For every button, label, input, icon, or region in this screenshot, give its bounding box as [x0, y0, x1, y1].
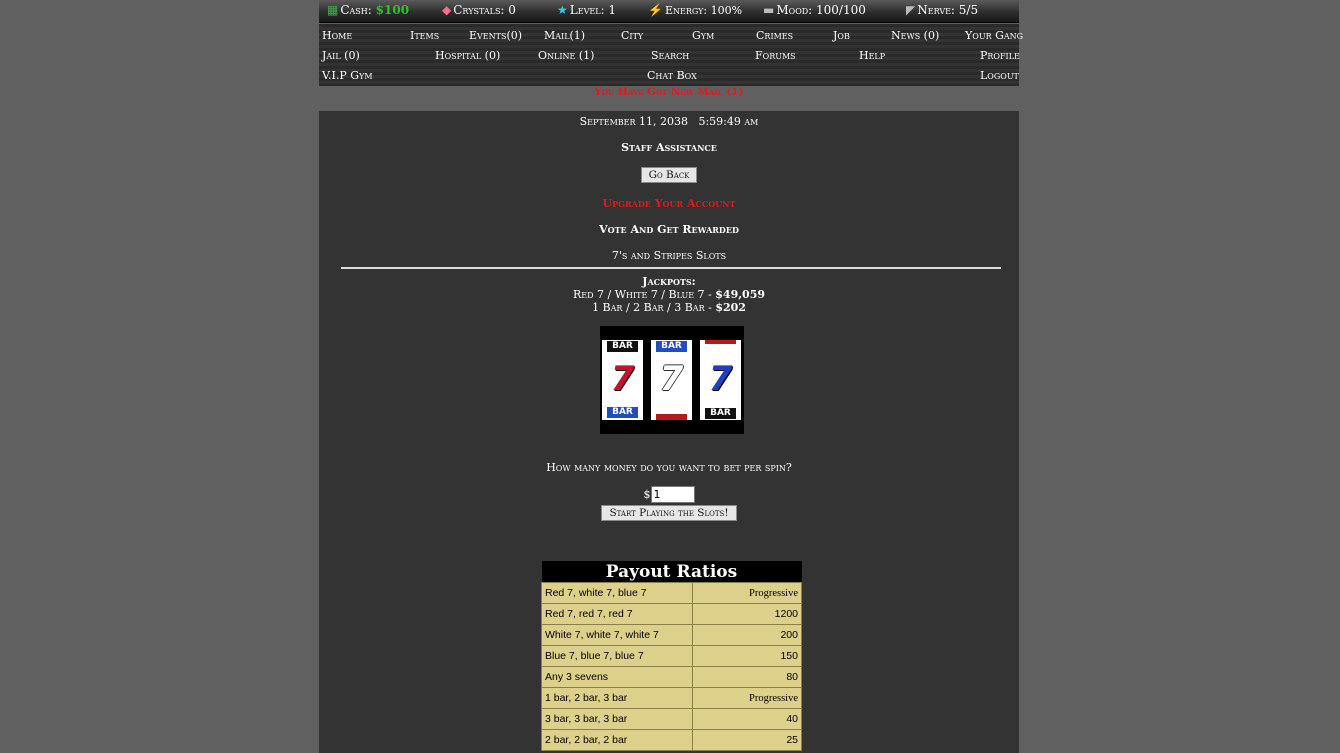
payout-row	[542, 709, 802, 730]
nav-your-gang[interactable]: Your Gang	[965, 29, 1024, 42]
reel-1	[602, 340, 643, 420]
level-stat	[557, 3, 616, 17]
nav-crimes[interactable]: Crimes	[756, 29, 794, 42]
reel-1-top-bar: BAR	[607, 341, 638, 352]
cash-value: $100	[375, 3, 410, 17]
payout-ratio: 150	[693, 646, 802, 667]
reel-3-top-edge	[705, 340, 736, 344]
payout-combo: 3 bar, 3 bar, 3 bar	[542, 709, 693, 730]
payout-ratio: Progressive	[693, 688, 802, 709]
payout-row	[542, 730, 802, 751]
payout-combo: 1 bar, 2 bar, 3 bar	[542, 688, 693, 709]
payout-rows	[542, 583, 802, 751]
start-row	[319, 505, 1019, 521]
jackpot-bars-label: 1 Bar / 2 Bar / 3 Bar -	[592, 301, 716, 314]
reel-2-top-bar: BAR	[656, 341, 687, 352]
reel-2-seven: 7	[659, 359, 684, 399]
lightning-icon: ⚡	[648, 3, 663, 17]
upgrade-account-link[interactable]: Upgrade Your Account	[602, 197, 736, 210]
bet-amount-input[interactable]	[651, 486, 695, 503]
nav-profile[interactable]: Profile	[980, 49, 1020, 62]
game-title: 7's and Stripes Slots	[611, 249, 727, 262]
reel-1-bottom-bar: BAR	[607, 407, 638, 418]
payout-combo: Blue 7, blue 7, blue 7	[542, 646, 693, 667]
jackpots-heading: Jackpots:	[642, 275, 696, 288]
energy-stat	[648, 3, 742, 17]
payout-row	[542, 646, 802, 667]
nav-news[interactable]: News (0)	[891, 29, 940, 42]
crystals-text: Crystals: 0	[453, 3, 516, 17]
nav-forums[interactable]: Forums	[755, 49, 796, 62]
nav-hospital[interactable]: Hospital (0)	[435, 49, 501, 62]
energy-text: Energy: 100%	[664, 4, 743, 17]
cash-label: Cash:	[340, 3, 372, 17]
jackpot-sevens	[319, 288, 1019, 301]
main-nav	[319, 24, 1024, 86]
star-icon: ★	[557, 3, 568, 17]
nav-jail[interactable]: Jail (0)	[322, 49, 360, 62]
bet-row	[319, 486, 1019, 503]
payout-combo: Red 7, red 7, red 7	[542, 604, 693, 625]
payout-combo: Red 7, white 7, blue 7	[542, 583, 693, 604]
mood-text: Mood: 100/100	[776, 3, 866, 17]
payout-ratio: 1200	[693, 604, 802, 625]
reel-3-seven: 7	[708, 359, 733, 399]
payout-combo: White 7, white 7, white 7	[542, 625, 693, 646]
dumbbell-icon: ▬	[763, 3, 775, 17]
main-content	[319, 111, 1019, 753]
jackpot-bars-value: $202	[715, 301, 746, 314]
payout-row	[542, 667, 802, 688]
start-slots-button[interactable]: Start Playing the Slots!	[601, 505, 736, 521]
server-datetime: September 11, 2038 5:59:49 am	[579, 115, 759, 128]
new-mail-notice[interactable]: You Have Got New Mail (1)	[594, 86, 744, 98]
currency-symbol: $	[643, 488, 651, 501]
status-bar	[319, 0, 1019, 23]
nav-help[interactable]: Help	[859, 49, 886, 62]
reel-3	[700, 340, 741, 420]
reel-2	[651, 340, 692, 420]
payout-row	[542, 604, 802, 625]
payout-row	[542, 688, 802, 709]
nav-city[interactable]: City	[621, 29, 644, 42]
nav-gym[interactable]: Gym	[692, 29, 715, 42]
slot-machine	[600, 326, 744, 434]
payout-ratio: 200	[693, 625, 802, 646]
nav-logout[interactable]: Logout	[980, 69, 1019, 82]
jackpot-sevens-label: Red 7 / White 7 / Blue 7 -	[572, 288, 716, 301]
bet-question: How many money do you want to bet per spin?	[546, 461, 792, 474]
reel-1-seven: 7	[610, 359, 635, 399]
nav-home[interactable]: Home	[322, 29, 353, 42]
crystals-stat	[442, 3, 516, 17]
nav-mail[interactable]: Mail(1)	[544, 29, 586, 42]
staff-assistance-link[interactable]: Staff Assistance	[621, 141, 717, 154]
nav-vip-gym[interactable]: V.I.P Gym	[322, 69, 373, 82]
reel-2-bottom-edge	[656, 414, 687, 420]
nerve-stat	[906, 3, 978, 17]
money-icon: ▦	[327, 3, 339, 17]
nav-chat-box[interactable]: Chat Box	[647, 69, 697, 82]
payout-table	[541, 561, 802, 751]
go-back-button[interactable]: Go Back	[641, 167, 698, 183]
crystal-icon: ◆	[442, 3, 452, 17]
payout-row	[542, 583, 802, 604]
level-text: Level: 1	[569, 3, 616, 17]
payout-title: Payout Ratios	[542, 561, 802, 583]
jackpot-bars	[319, 301, 1019, 314]
page-wrapper	[319, 0, 1024, 746]
nerve-text: Nerve: 5/5	[917, 3, 979, 17]
divider	[341, 267, 1001, 269]
cash-stat	[327, 3, 409, 17]
payout-ratio: 25	[693, 730, 802, 751]
nav-job[interactable]: Job	[833, 29, 850, 42]
payout-ratio: 80	[693, 667, 802, 688]
reel-3-bottom-bar: BAR	[705, 408, 736, 419]
payout-ratio: Progressive	[693, 583, 802, 604]
payout-row	[542, 625, 802, 646]
payout-combo: 2 bar, 2 bar, 2 bar	[542, 730, 693, 751]
nav-events[interactable]: Events(0)	[469, 29, 523, 42]
jackpot-sevens-value: $49,059	[715, 288, 766, 301]
nav-online[interactable]: Online (1)	[538, 49, 595, 62]
payout-ratio: 40	[693, 709, 802, 730]
vote-rewarded-link[interactable]: Vote And Get Rewarded	[599, 223, 739, 236]
nav-items[interactable]: Items	[410, 29, 440, 42]
payout-combo: Any 3 sevens	[542, 667, 693, 688]
nav-search[interactable]: Search	[651, 49, 690, 62]
gun-icon: ◤	[906, 3, 916, 17]
mood-stat	[763, 3, 866, 17]
go-back-row	[319, 167, 1019, 183]
